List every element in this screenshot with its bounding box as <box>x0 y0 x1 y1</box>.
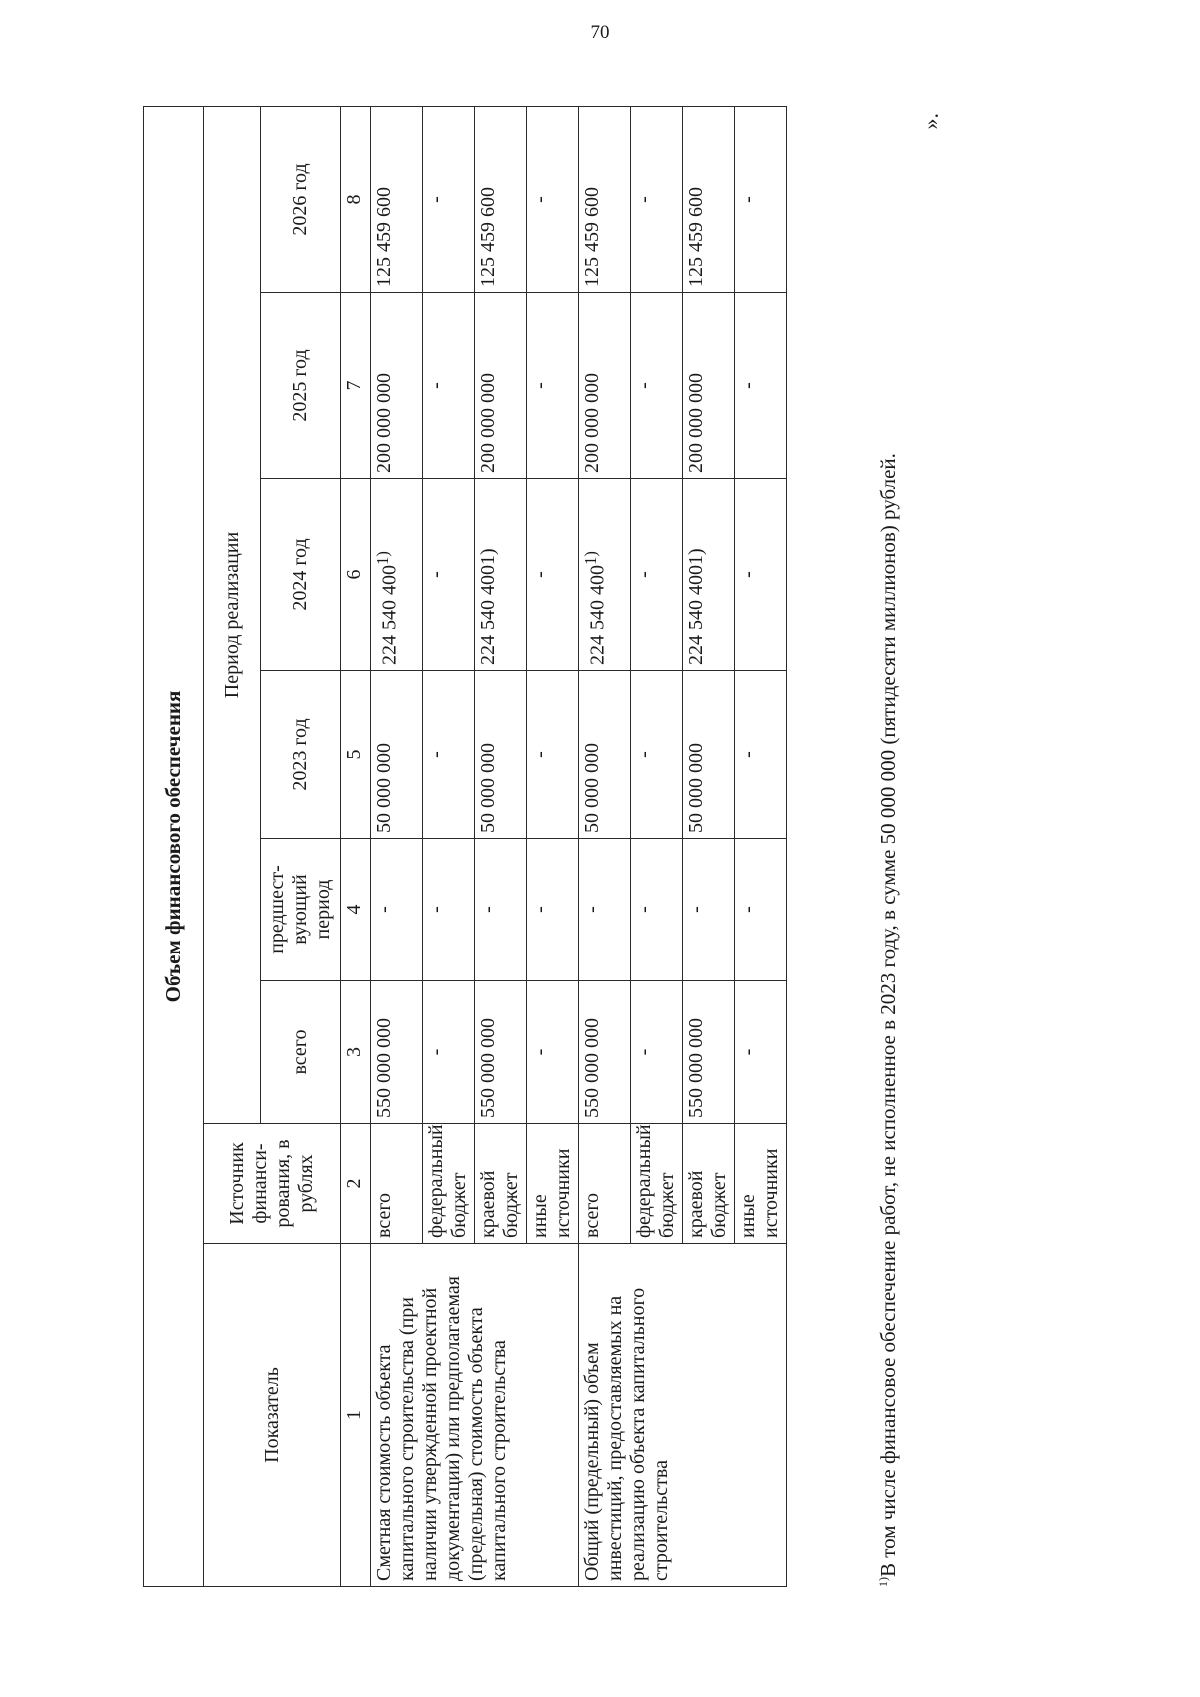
value-2026: - <box>631 106 683 292</box>
value-2025: 200 000 000 <box>371 293 423 479</box>
table-row <box>579 106 631 1586</box>
column-number: 7 <box>341 293 371 479</box>
value-2025: - <box>527 293 579 479</box>
value-prior: - <box>371 839 423 981</box>
value-2025: - <box>423 293 475 479</box>
footnote-marker: 1) <box>581 551 600 565</box>
source-cell: всего <box>579 1124 631 1244</box>
value-2026: - <box>527 106 579 292</box>
value-total: - <box>631 981 683 1124</box>
value-prior: - <box>527 839 579 981</box>
indicator-cost-estimate: Сметная стоимость объекта капитального строительства (при наличии утвержденной проектной документации) или предполагаемая (предельная) стоимость объекта капитального строительства <box>371 1244 579 1587</box>
value-2023: - <box>527 671 579 839</box>
footnote-marker: 1) <box>876 1577 890 1587</box>
value-2023: - <box>735 671 787 839</box>
column-number-row <box>341 106 371 1586</box>
value-2023: - <box>631 671 683 839</box>
header-period: Период реализации <box>204 106 261 1123</box>
value-prior: - <box>683 839 735 981</box>
column-number: 3 <box>341 981 371 1124</box>
value-2024: - <box>423 479 475 671</box>
value-total: 550 000 000 <box>683 981 735 1124</box>
table-title: Объем финансового обеспечения <box>144 106 204 1586</box>
value-2026: - <box>423 106 475 292</box>
value-2025: - <box>631 293 683 479</box>
page-number: 70 <box>590 22 610 43</box>
closing-quote: ». <box>918 113 943 130</box>
header-prior-period: предшест-вующий период <box>261 839 341 981</box>
header-total: всего <box>261 981 341 1124</box>
value-2023: 50 000 000 <box>683 671 735 839</box>
value-prior: - <box>735 839 787 981</box>
header-2023: 2023 год <box>261 671 341 839</box>
column-number: 6 <box>341 479 371 671</box>
value-total: - <box>527 981 579 1124</box>
column-number: 5 <box>341 671 371 839</box>
value-2026: 125 459 600 <box>371 106 423 292</box>
source-cell: федеральный бюджет <box>631 1124 683 1244</box>
value-total: 550 000 000 <box>579 981 631 1124</box>
value-2024: 224 540 4001) <box>475 479 527 671</box>
table-row <box>371 106 423 1586</box>
value-2026: 125 459 600 <box>475 106 527 292</box>
header-2026: 2026 год <box>261 106 341 292</box>
source-cell: всего <box>371 1124 423 1244</box>
value-prior: - <box>475 839 527 981</box>
footnote-text: В том числе финансовое обеспечение работ, не исполненное в 2023 году, в сумме 50 000 000 (пятидесяти миллионов) рублей. <box>876 453 900 1577</box>
column-number: 2 <box>341 1124 371 1244</box>
value-prior: - <box>423 839 475 981</box>
value-2025: 200 000 000 <box>683 293 735 479</box>
value-2024: - <box>527 479 579 671</box>
header-2025: 2025 год <box>261 293 341 479</box>
value-2025: 200 000 000 <box>579 293 631 479</box>
value-total: - <box>423 981 475 1124</box>
source-cell: краевой бюджет <box>683 1124 735 1244</box>
header-2024: 2024 год <box>261 479 341 671</box>
value-2025: 200 000 000 <box>475 293 527 479</box>
value-2025: - <box>735 293 787 479</box>
indicator-total-investment: Общий (предельный) объем инвестиций, предоставляемых на реализацию объекта капитального строительства <box>579 1244 787 1587</box>
value-2026: 125 459 600 <box>683 106 735 292</box>
value-total: - <box>735 981 787 1124</box>
column-number: 4 <box>341 839 371 981</box>
value-2023: - <box>423 671 475 839</box>
value-2023: 50 000 000 <box>371 671 423 839</box>
value-2026: - <box>735 106 787 292</box>
source-cell: иные источники <box>735 1124 787 1244</box>
source-cell: краевой бюджет <box>475 1124 527 1244</box>
value-2023: 50 000 000 <box>579 671 631 839</box>
footnote-marker: 1) <box>373 551 392 565</box>
source-cell: федеральный бюджет <box>423 1124 475 1244</box>
value-2023: 50 000 000 <box>475 671 527 839</box>
value-prior: - <box>631 839 683 981</box>
source-cell: иные источники <box>527 1124 579 1244</box>
value-prior: - <box>579 839 631 981</box>
value-total: 550 000 000 <box>371 981 423 1124</box>
financing-table <box>143 106 787 1587</box>
value-2024: - <box>631 479 683 671</box>
value-2024: 224 540 400$^{1)}$ <box>579 479 631 671</box>
header-source: Источник финанси-рования, в рублях <box>204 1124 341 1244</box>
value-2024: 224 540 400$^{1)}$ <box>371 479 423 671</box>
rotated-table-sheet <box>143 107 943 1587</box>
value-2024: - <box>735 479 787 671</box>
footnote <box>876 107 901 1587</box>
header-indicator: Показатель <box>204 1244 341 1587</box>
value-2024: 224 540 4001) <box>683 479 735 671</box>
column-number: 1 <box>341 1244 371 1587</box>
column-number: 8 <box>341 106 371 292</box>
value-total: 550 000 000 <box>475 981 527 1124</box>
value-2026: 125 459 600 <box>579 106 631 292</box>
